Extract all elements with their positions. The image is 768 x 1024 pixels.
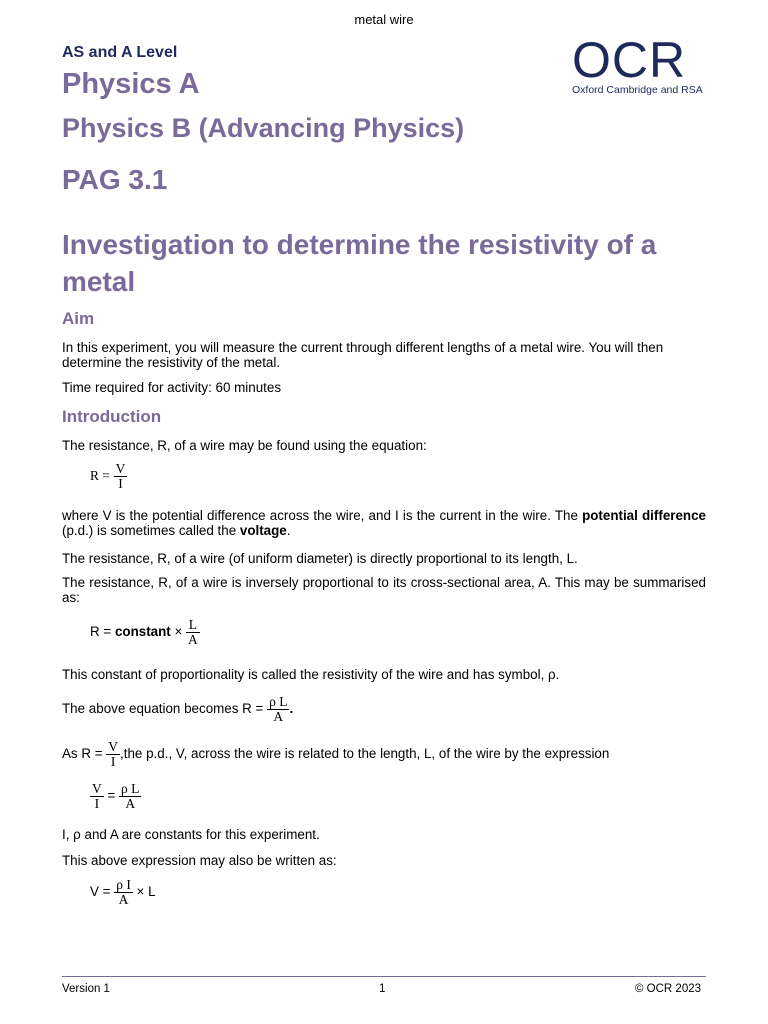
page-header-title: metal wire <box>354 12 414 27</box>
p2-bold-voltage: voltage <box>239 523 287 538</box>
p2-text-c: (p.d.) is sometimes called the <box>62 523 240 538</box>
aim-heading: Aim <box>62 309 95 328</box>
p2-bold-pd: potential difference <box>582 508 707 523</box>
eq4-right-numerator: ρ L <box>121 781 140 796</box>
equation-v-expression <box>90 878 156 907</box>
p7-text-b: ,the p.d., V, across the wire is related to the length, L, of the wire by the expression <box>120 746 610 762</box>
p7-text-a: As R = <box>62 746 103 762</box>
equation-resistance <box>90 462 127 491</box>
logo-subtitle: Oxford Cambridge and RSA <box>572 84 703 96</box>
eq5-denominator: A <box>118 892 129 907</box>
logo-wordmark: OCR <box>572 32 687 88</box>
footer-page-number: 1 <box>379 983 386 995</box>
eq3-fraction <box>267 695 289 724</box>
p2-text-a: where V is the potential difference across the wire, and I is the current in the wire. The <box>62 508 583 523</box>
eq3-denominator: A <box>273 709 284 724</box>
eq5-lhs: V = <box>90 884 111 900</box>
level-label: AS and A Level <box>62 44 178 61</box>
intro-paragraph-3: The resistance, R, of a wire (of uniform diameter) is directly proportional to its length, L. <box>62 551 578 566</box>
pag-number: PAG 3.1 <box>62 164 168 195</box>
p7-denominator: I <box>110 754 116 769</box>
eq4-equals: = <box>103 788 120 804</box>
p7-numerator: V <box>108 739 119 754</box>
eq1-denominator: I <box>118 476 123 491</box>
intro-paragraph-6: The above equation becomes R = $\frac{\text{ρ L}}{A}$ . <box>62 694 294 724</box>
eq4-left-denominator: I <box>94 796 100 811</box>
eq2-times: × <box>170 624 183 640</box>
p6-text: The above equation becomes R = <box>62 701 264 717</box>
eq1-fraction <box>114 462 128 491</box>
eq4-right-fraction <box>119 782 141 811</box>
eq2-denominator: A <box>188 632 198 647</box>
eq5-numerator: ρ I <box>116 877 131 892</box>
time-required: Time required for activity: 60 minutes <box>62 380 282 395</box>
eq5-fraction <box>114 878 133 907</box>
eq1-numerator: V <box>115 461 126 476</box>
document-title: Investigation to determine the resistivity of a metal <box>62 229 657 297</box>
eq2-numerator: L <box>186 618 200 633</box>
equation-v-over-i <box>90 782 141 811</box>
eq1-lhs: R = <box>90 468 110 484</box>
intro-paragraph-7 <box>62 740 706 769</box>
eq4-left-numerator: V <box>92 781 102 796</box>
eq2-fraction <box>186 618 200 647</box>
introduction-heading: Introduction <box>62 407 162 426</box>
intro-paragraph-9: This above expression may also be written as: <box>62 853 337 868</box>
footer-divider <box>62 976 706 977</box>
aim-paragraph: In this experiment, you will measure the current through different lengths of a metal wire. You will then determine the resistivity of the metal. <box>62 340 664 370</box>
intro-paragraph-4: The resistance, R, of a wire is inversely proportional to its cross-sectional area, A. This may be summarised as: <box>62 575 706 605</box>
subject-physics-b: Physics B (Advancing Physics) <box>62 113 465 143</box>
eq2-lhs: R = <box>90 624 115 640</box>
eq4-right-denominator: A <box>125 796 136 811</box>
subject-physics-a: Physics A <box>62 68 200 100</box>
p2-text-e: . <box>286 523 291 538</box>
ocr-logo <box>572 32 720 96</box>
p7-fraction <box>106 740 120 769</box>
footer-version: Version 1 <box>62 983 110 995</box>
intro-paragraph-1: The resistance, R, of a wire may be found using the equation: <box>62 438 427 453</box>
intro-paragraph-8: I, ρ and A are constants for this experiment. <box>62 827 320 842</box>
eq4-left-fraction <box>90 782 104 811</box>
eq3-numerator: ρ L <box>269 694 288 709</box>
eq2-constant: constant <box>114 624 171 640</box>
equation-proportionality <box>90 618 200 647</box>
intro-paragraph-2 <box>62 508 706 538</box>
footer-copyright: © OCR 2023 <box>635 983 702 995</box>
intro-paragraph-5: This constant of proportionality is called the resistivity of the wire and has symbol, ρ. <box>62 667 560 682</box>
eq5-rhs: × L <box>132 884 156 900</box>
